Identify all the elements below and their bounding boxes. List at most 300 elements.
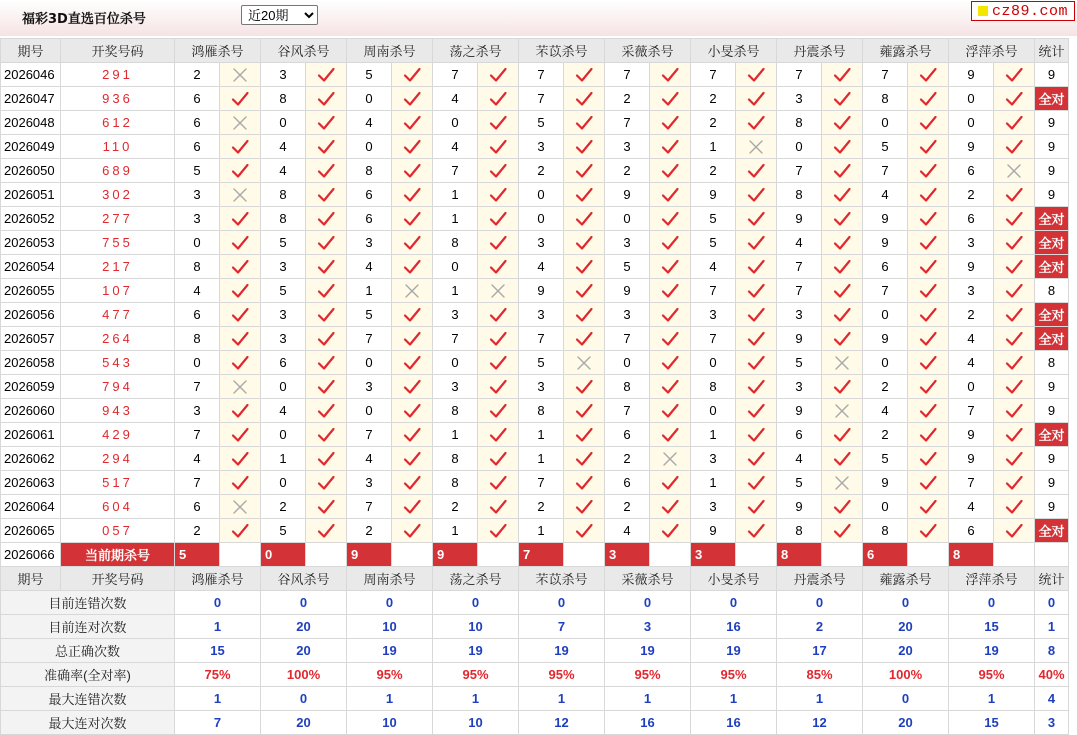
period-cell: 2026051: [1, 183, 61, 207]
summary-value: 95%: [691, 663, 777, 687]
kill-value-cell: 8: [433, 447, 478, 471]
red-check-icon: [1004, 497, 1024, 517]
red-check-icon: [746, 161, 766, 181]
kill-value-cell: 3: [261, 63, 306, 87]
current-kill-blank: [392, 543, 433, 567]
summary-value: 15: [949, 615, 1035, 639]
kill-result-cell: [220, 351, 261, 375]
kill-value-cell: 8: [433, 471, 478, 495]
draw-number-cell: 110: [61, 135, 175, 159]
red-check-icon: [832, 305, 852, 325]
red-check-icon: [316, 473, 336, 493]
period-cell: 2026053: [1, 231, 61, 255]
red-check-icon: [230, 233, 250, 253]
draw-number-cell: 277: [61, 207, 175, 231]
kill-result-cell: [564, 471, 605, 495]
current-kill-value: 0: [261, 543, 306, 567]
kill-result-cell: [564, 351, 605, 375]
kill-result-cell: [822, 327, 863, 351]
period-cell: 2026056: [1, 303, 61, 327]
draw-number-cell: 936: [61, 87, 175, 111]
stat-cell: 9: [1035, 471, 1069, 495]
kill-result-cell: [994, 231, 1035, 255]
kill-value-cell: 0: [863, 495, 908, 519]
kill-result-cell: [564, 255, 605, 279]
kill-result-cell: [220, 63, 261, 87]
kill-value-cell: 4: [777, 447, 822, 471]
period-cell: 2026048: [1, 111, 61, 135]
red-check-icon: [746, 65, 766, 85]
header-killer: 芣苡杀号: [519, 39, 605, 63]
red-check-icon: [660, 401, 680, 421]
kill-result-cell: [822, 279, 863, 303]
kill-value-cell: 1: [261, 447, 306, 471]
red-check-icon: [832, 449, 852, 469]
kill-value-cell: 0: [519, 207, 564, 231]
kill-result-cell: [908, 63, 949, 87]
kill-value-cell: 5: [605, 255, 650, 279]
red-check-icon: [316, 233, 336, 253]
kill-value-cell: 9: [949, 135, 994, 159]
summary-value: 19: [949, 639, 1035, 663]
kill-value-cell: 5: [691, 207, 736, 231]
kill-value-cell: 7: [605, 111, 650, 135]
kill-result-cell: [650, 159, 691, 183]
red-check-icon: [832, 65, 852, 85]
red-check-icon: [746, 497, 766, 517]
red-check-icon: [316, 113, 336, 133]
draw-number-cell: 612: [61, 111, 175, 135]
current-kill-blank: [994, 543, 1035, 567]
table-row: [1, 375, 1069, 399]
kill-result-cell: [478, 471, 519, 495]
kill-value-cell: 6: [347, 183, 392, 207]
red-check-icon: [660, 329, 680, 349]
red-check-icon: [1004, 89, 1024, 109]
header-killer: 鸿雁杀号: [175, 39, 261, 63]
kill-result-cell: [478, 87, 519, 111]
red-check-icon: [918, 233, 938, 253]
period-cell: 2026047: [1, 87, 61, 111]
red-check-icon: [230, 257, 250, 277]
red-check-icon: [746, 185, 766, 205]
kill-result-cell: [908, 231, 949, 255]
kill-value-cell: 2: [175, 519, 220, 543]
header-period: 期号: [1, 39, 61, 63]
red-check-icon: [488, 161, 508, 181]
kill-result-cell: [392, 63, 433, 87]
red-check-icon: [488, 449, 508, 469]
kill-value-cell: 5: [777, 471, 822, 495]
header-row-bottom: [1, 567, 1069, 591]
kill-value-cell: 0: [691, 399, 736, 423]
kill-result-cell: [478, 111, 519, 135]
kill-value-cell: 6: [777, 423, 822, 447]
kill-value-cell: 8: [777, 519, 822, 543]
table-row: [1, 207, 1069, 231]
kill-value-cell: 2: [691, 159, 736, 183]
red-check-icon: [402, 233, 422, 253]
gray-cross-icon: [660, 449, 680, 469]
kill-value-cell: 8: [175, 255, 220, 279]
red-check-icon: [402, 209, 422, 229]
summary-row: [1, 639, 1069, 663]
kill-value-cell: 5: [175, 159, 220, 183]
kill-result-cell: [908, 399, 949, 423]
kill-result-cell: [306, 495, 347, 519]
kill-result-cell: [994, 111, 1035, 135]
kill-value-cell: 9: [777, 207, 822, 231]
kill-value-cell: 1: [519, 447, 564, 471]
kill-result-cell: [822, 423, 863, 447]
period-cell: 2026050: [1, 159, 61, 183]
kill-result-cell: [220, 183, 261, 207]
kill-value-cell: 8: [175, 327, 220, 351]
kill-value-cell: 7: [605, 63, 650, 87]
kill-value-cell: 5: [261, 279, 306, 303]
kill-result-cell: [822, 447, 863, 471]
red-check-icon: [488, 65, 508, 85]
red-check-icon: [660, 281, 680, 301]
period-cell: 2026057: [1, 327, 61, 351]
kill-value-cell: 9: [863, 231, 908, 255]
summary-value: 1: [519, 687, 605, 711]
period-cell: 2026064: [1, 495, 61, 519]
kill-result-cell: [478, 351, 519, 375]
gray-cross-icon: [402, 281, 422, 301]
kill-result-cell: [736, 279, 777, 303]
top-bar: [0, 0, 1077, 36]
kill-result-cell: [908, 183, 949, 207]
red-check-icon: [316, 185, 336, 205]
kill-value-cell: 7: [519, 87, 564, 111]
red-check-icon: [574, 497, 594, 517]
kill-value-cell: 3: [347, 471, 392, 495]
red-check-icon: [746, 113, 766, 133]
red-check-icon: [660, 209, 680, 229]
kill-result-cell: [392, 303, 433, 327]
table-row: [1, 423, 1069, 447]
kill-result-cell: [736, 255, 777, 279]
kill-value-cell: 7: [777, 279, 822, 303]
kill-result-cell: [478, 447, 519, 471]
header-killer: 荡之杀号: [433, 567, 519, 591]
kill-result-cell: [306, 87, 347, 111]
kill-result-cell: [564, 111, 605, 135]
current-kill-blank: [822, 543, 863, 567]
summary-value: 19: [519, 639, 605, 663]
red-check-icon: [832, 209, 852, 229]
kill-value-cell: 3: [175, 399, 220, 423]
kill-value-cell: 0: [863, 111, 908, 135]
kill-result-cell: [306, 327, 347, 351]
stat-cell: 8: [1035, 351, 1069, 375]
red-check-icon: [402, 473, 422, 493]
kill-value-cell: 8: [433, 231, 478, 255]
kill-result-cell: [736, 351, 777, 375]
red-check-icon: [574, 305, 594, 325]
current-kill-value: 6: [863, 543, 908, 567]
kill-value-cell: 4: [261, 159, 306, 183]
kill-result-cell: [650, 399, 691, 423]
table-row: [1, 255, 1069, 279]
period-range-select[interactable]: [241, 5, 318, 25]
kill-result-cell: [564, 447, 605, 471]
kill-result-cell: [650, 231, 691, 255]
red-check-icon: [746, 233, 766, 253]
kill-result-cell: [908, 87, 949, 111]
kill-result-cell: [564, 159, 605, 183]
stat-cell: 9: [1035, 495, 1069, 519]
summary-value: 7: [175, 711, 261, 735]
summary-row: [1, 687, 1069, 711]
kill-value-cell: 3: [433, 303, 478, 327]
summary-value: 16: [691, 711, 777, 735]
red-check-icon: [488, 329, 508, 349]
stat-cell: 9: [1035, 111, 1069, 135]
kill-result-cell: [822, 231, 863, 255]
kill-value-cell: 2: [691, 111, 736, 135]
kill-value-cell: 9: [691, 183, 736, 207]
current-kill-value: 9: [347, 543, 392, 567]
summary-value: 15: [949, 711, 1035, 735]
kill-result-cell: [908, 471, 949, 495]
red-check-icon: [574, 65, 594, 85]
kill-value-cell: 4: [175, 447, 220, 471]
gray-cross-icon: [832, 401, 852, 421]
site-logo-text: cz89.com: [992, 2, 1069, 20]
header-killer: 周南杀号: [347, 567, 433, 591]
red-check-icon: [918, 401, 938, 421]
red-check-icon: [230, 161, 250, 181]
kill-result-cell: [822, 471, 863, 495]
kill-value-cell: 8: [519, 399, 564, 423]
kill-value-cell: 9: [605, 279, 650, 303]
period-cell: 2026054: [1, 255, 61, 279]
kill-value-cell: 8: [433, 399, 478, 423]
summary-value: 10: [433, 711, 519, 735]
red-check-icon: [402, 161, 422, 181]
summary-value: 0: [519, 591, 605, 615]
table-row: [1, 399, 1069, 423]
red-check-icon: [316, 209, 336, 229]
draw-number-cell: 057: [61, 519, 175, 543]
header-killer: 谷风杀号: [261, 567, 347, 591]
kill-value-cell: 1: [347, 279, 392, 303]
kill-result-cell: [478, 399, 519, 423]
summary-value: 95%: [605, 663, 691, 687]
gray-cross-icon: [1004, 161, 1024, 181]
red-check-icon: [660, 185, 680, 205]
red-check-icon: [746, 473, 766, 493]
gray-cross-icon: [230, 65, 250, 85]
red-check-icon: [832, 89, 852, 109]
kill-result-cell: [650, 207, 691, 231]
draw-number-cell: 755: [61, 231, 175, 255]
red-check-icon: [918, 161, 938, 181]
kill-result-cell: [392, 231, 433, 255]
red-check-icon: [402, 449, 422, 469]
summary-value: 19: [347, 639, 433, 663]
kill-result-cell: [650, 63, 691, 87]
red-check-icon: [660, 353, 680, 373]
summary-value: 12: [519, 711, 605, 735]
kill-value-cell: 7: [175, 423, 220, 447]
summary-label: 最大连错次数: [1, 687, 175, 711]
summary-value: 95%: [949, 663, 1035, 687]
red-check-icon: [746, 449, 766, 469]
kill-value-cell: 6: [175, 111, 220, 135]
draw-number-cell: 291: [61, 63, 175, 87]
kill-result-cell: [478, 423, 519, 447]
red-check-icon: [574, 257, 594, 277]
kill-result-cell: [822, 87, 863, 111]
kill-result-cell: [994, 399, 1035, 423]
kill-result-cell: [478, 63, 519, 87]
kill-result-cell: [822, 159, 863, 183]
red-check-icon: [316, 521, 336, 541]
red-check-icon: [230, 449, 250, 469]
kill-result-cell: [994, 303, 1035, 327]
current-kill-blank: [650, 543, 691, 567]
stat-cell: 8: [1035, 279, 1069, 303]
summary-value: 4: [1035, 687, 1069, 711]
kill-value-cell: 3: [261, 327, 306, 351]
kill-value-cell: 9: [949, 63, 994, 87]
kill-value-cell: 4: [949, 495, 994, 519]
kill-value-cell: 4: [433, 135, 478, 159]
red-check-icon: [918, 329, 938, 349]
summary-value: 0: [949, 591, 1035, 615]
stat-cell: 9: [1035, 63, 1069, 87]
red-check-icon: [918, 497, 938, 517]
header-killer: 蕹露杀号: [863, 567, 949, 591]
kill-value-cell: 5: [863, 135, 908, 159]
header-killer: 浮萍杀号: [949, 39, 1035, 63]
kill-value-cell: 1: [691, 423, 736, 447]
kill-result-cell: [908, 495, 949, 519]
kill-value-cell: 9: [605, 183, 650, 207]
red-check-icon: [488, 233, 508, 253]
period-cell: 2026063: [1, 471, 61, 495]
red-check-icon: [1004, 185, 1024, 205]
gray-cross-icon: [832, 473, 852, 493]
kill-result-cell: [650, 135, 691, 159]
kill-result-cell: [650, 471, 691, 495]
kill-result-cell: [908, 255, 949, 279]
kill-result-cell: [220, 207, 261, 231]
kill-value-cell: 7: [433, 159, 478, 183]
kill-result-cell: [994, 447, 1035, 471]
summary-value: 20: [261, 711, 347, 735]
kill-value-cell: 2: [605, 495, 650, 519]
red-check-icon: [574, 449, 594, 469]
table-row: [1, 495, 1069, 519]
summary-value: 0: [347, 591, 433, 615]
draw-number-cell: 217: [61, 255, 175, 279]
kill-result-cell: [478, 207, 519, 231]
kill-value-cell: 3: [777, 303, 822, 327]
site-logo[interactable]: [971, 1, 1075, 21]
kill-result-cell: [564, 207, 605, 231]
current-kill-blank: [564, 543, 605, 567]
kill-value-cell: 3: [519, 135, 564, 159]
gray-cross-icon: [230, 377, 250, 397]
red-check-icon: [230, 473, 250, 493]
kill-result-cell: [564, 183, 605, 207]
red-check-icon: [918, 425, 938, 445]
kill-result-cell: [650, 423, 691, 447]
kill-value-cell: 7: [863, 279, 908, 303]
gray-cross-icon: [230, 113, 250, 133]
kill-result-cell: [306, 375, 347, 399]
red-check-icon: [230, 401, 250, 421]
kill-value-cell: 4: [261, 135, 306, 159]
kill-result-cell: [220, 279, 261, 303]
kill-value-cell: 5: [347, 63, 392, 87]
kill-value-cell: 2: [347, 519, 392, 543]
kill-result-cell: [220, 375, 261, 399]
table-row: [1, 135, 1069, 159]
kill-result-cell: [306, 423, 347, 447]
red-check-icon: [488, 377, 508, 397]
kill-result-cell: [392, 447, 433, 471]
red-check-icon: [316, 449, 336, 469]
kill-value-cell: 6: [605, 471, 650, 495]
gray-cross-icon: [230, 497, 250, 517]
summary-label: 准确率(全对率): [1, 663, 175, 687]
kill-value-cell: 1: [433, 207, 478, 231]
kill-result-cell: [564, 327, 605, 351]
kill-value-cell: 0: [261, 471, 306, 495]
stat-all-correct-badge: 全对: [1035, 231, 1069, 255]
kill-value-cell: 0: [605, 207, 650, 231]
kill-value-cell: 3: [175, 207, 220, 231]
kill-value-cell: 9: [777, 399, 822, 423]
kill-result-cell: [220, 399, 261, 423]
kill-result-cell: [650, 351, 691, 375]
kill-result-cell: [392, 471, 433, 495]
kill-value-cell: 2: [605, 447, 650, 471]
current-kill-blank: [478, 543, 519, 567]
header-killer: 丹震杀号: [777, 567, 863, 591]
kill-result-cell: [220, 327, 261, 351]
kill-value-cell: 0: [175, 231, 220, 255]
header-killer: 浮萍杀号: [949, 567, 1035, 591]
header-row-top: [1, 39, 1069, 63]
summary-label: 总正确次数: [1, 639, 175, 663]
kill-result-cell: [822, 519, 863, 543]
red-check-icon: [918, 185, 938, 205]
kill-result-cell: [736, 327, 777, 351]
kill-value-cell: 0: [863, 303, 908, 327]
kill-result-cell: [220, 159, 261, 183]
kill-value-cell: 9: [949, 447, 994, 471]
kill-result-cell: [478, 279, 519, 303]
kill-result-cell: [650, 519, 691, 543]
kill-value-cell: 4: [261, 399, 306, 423]
current-kill-value: 8: [949, 543, 994, 567]
red-check-icon: [230, 329, 250, 349]
kill-result-cell: [736, 303, 777, 327]
draw-number-cell: 429: [61, 423, 175, 447]
kill-result-cell: [306, 279, 347, 303]
kill-value-cell: 7: [949, 399, 994, 423]
kill-value-cell: 7: [433, 327, 478, 351]
red-check-icon: [402, 401, 422, 421]
kill-value-cell: 3: [347, 231, 392, 255]
kill-value-cell: 7: [519, 327, 564, 351]
